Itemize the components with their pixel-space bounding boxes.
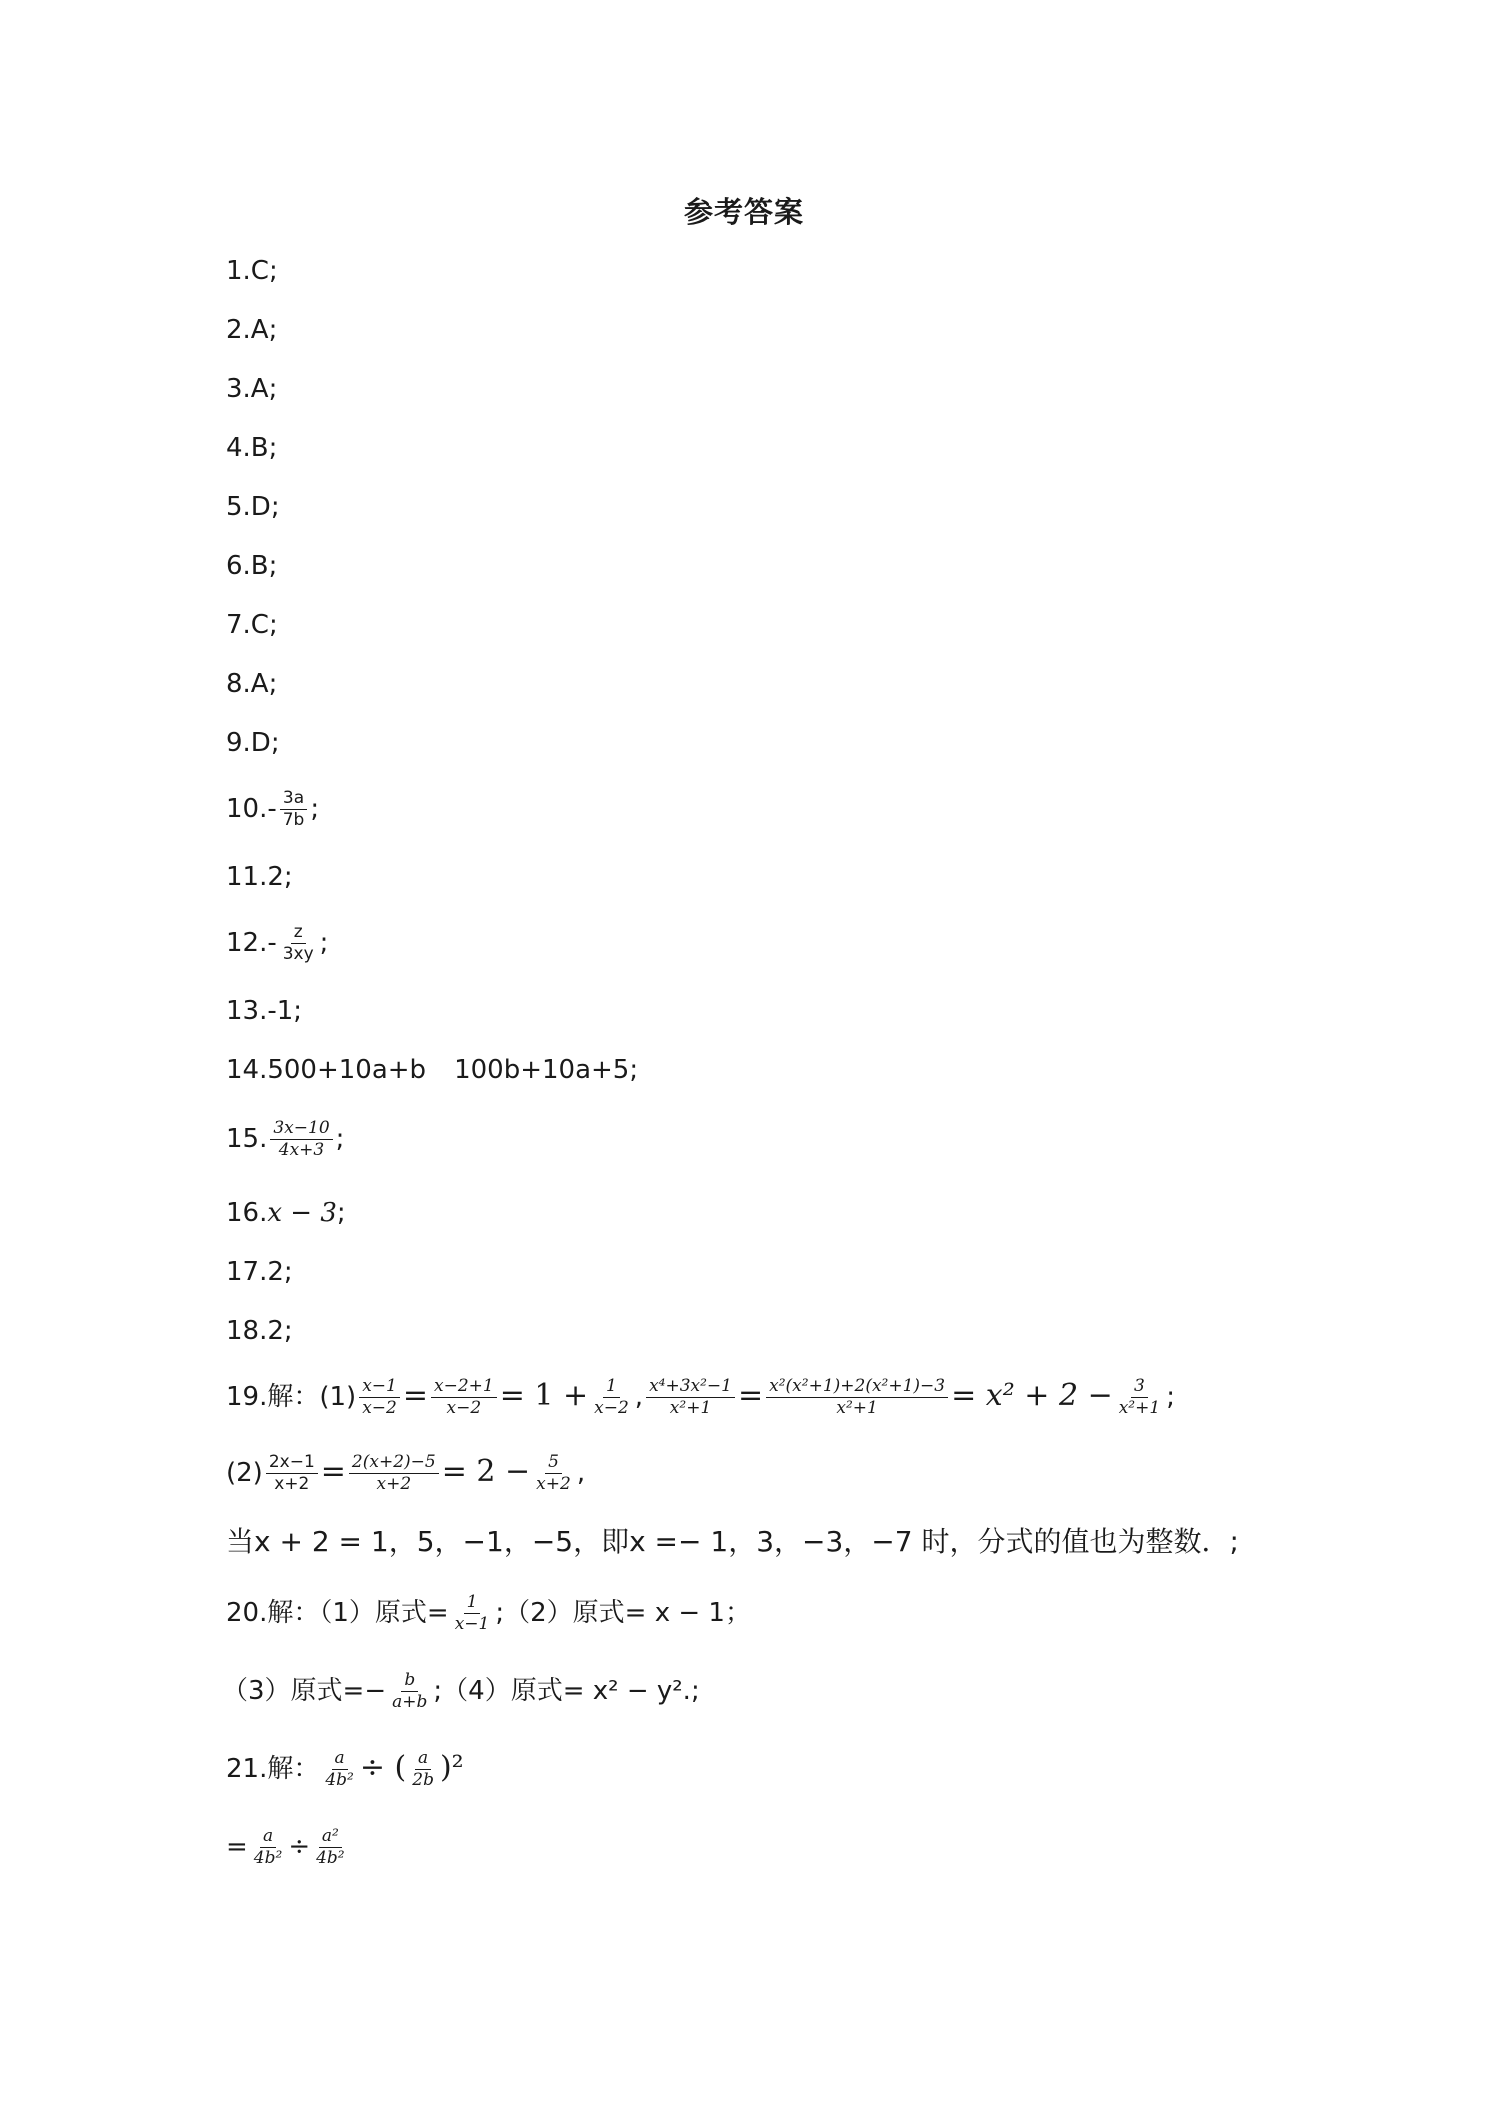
fraction-numerator: x⁴+3x²−1 xyxy=(646,1376,735,1398)
answer-20-label: 20.解：（1）原式= xyxy=(226,1598,449,1628)
fraction xyxy=(591,1376,632,1419)
answer-16-label: 16. xyxy=(226,1198,268,1228)
fraction-denominator: a+b xyxy=(392,1692,428,1712)
fraction-numerator: 3 xyxy=(1131,1376,1148,1398)
expression: ;（4）原式= x² − y².; xyxy=(433,1676,700,1706)
fraction-numerator: a² xyxy=(319,1826,342,1848)
answer-19-label: 19.解：(1) xyxy=(226,1382,357,1412)
fraction xyxy=(452,1592,493,1635)
answer-19-part-2 xyxy=(226,1452,585,1495)
fraction-numerator: 5 xyxy=(545,1452,562,1474)
answer-15-suffix: ; xyxy=(335,1124,345,1154)
answer-15 xyxy=(226,1118,344,1161)
fraction-denominator: 4b² xyxy=(253,1848,283,1868)
fraction-denominator: x²+1 xyxy=(1118,1398,1161,1418)
fraction-numerator: x−2+1 xyxy=(431,1376,497,1398)
answer-11: 11.2; xyxy=(226,862,293,892)
fraction xyxy=(251,1826,286,1869)
fraction-denominator: x−2 xyxy=(594,1398,629,1418)
answer-10 xyxy=(226,788,319,831)
answer-1: 1.C; xyxy=(226,256,278,286)
fraction-numerator: a xyxy=(260,1826,276,1848)
answer-10-label: 10.- xyxy=(226,794,277,824)
part-label: (2) xyxy=(226,1458,263,1488)
answer-4: 4.B; xyxy=(226,433,278,463)
expression: = 1 + xyxy=(499,1378,589,1413)
fraction xyxy=(1116,1376,1163,1419)
fraction-numerator: a xyxy=(415,1748,431,1770)
fraction-denominator: 4b² xyxy=(325,1770,354,1790)
expression: = x² + 2 − xyxy=(951,1378,1113,1413)
answer-7: 7.C; xyxy=(226,610,278,640)
answer-21-part-1 xyxy=(226,1748,464,1791)
part-label: （3）原式=− xyxy=(222,1676,387,1706)
answer-14-part-2: 100b+10a+5; xyxy=(454,1055,639,1085)
fraction-numerator: 2x−1 xyxy=(266,1452,318,1474)
fraction-numerator: 1 xyxy=(603,1376,620,1398)
answer-10-suffix: ; xyxy=(310,794,320,824)
answer-13: 13.-1; xyxy=(226,996,303,1026)
fraction-denominator: x+2 xyxy=(376,1474,412,1494)
answer-20-part-2 xyxy=(222,1670,700,1713)
equals-sign: = xyxy=(402,1378,428,1413)
answer-16 xyxy=(226,1193,346,1233)
fraction-denominator: x−2 xyxy=(446,1398,482,1418)
closing-parenthesis: )² xyxy=(439,1750,464,1785)
expression: = 2 − xyxy=(441,1454,531,1489)
fraction-denominator: x+2 xyxy=(536,1474,571,1494)
answer-15-fraction xyxy=(270,1118,332,1161)
answer-19-conclusion: 当x + 2 = 1，5，−1，−5，即x =− 1，3，−3，−7 时，分式的值也为整数．; xyxy=(226,1525,1239,1558)
fraction xyxy=(313,1826,348,1869)
answer-9: 9.D; xyxy=(226,728,280,758)
equals-sign: = xyxy=(320,1454,346,1489)
answer-2: 2.A; xyxy=(226,315,278,345)
answer-19-part-1 xyxy=(226,1376,1175,1419)
answer-14-part-1: 14.500+10a+b xyxy=(226,1055,427,1085)
line-end: , xyxy=(576,1458,586,1488)
fraction-denominator: 7b xyxy=(282,810,305,830)
fraction xyxy=(389,1670,430,1713)
answer-8: 8.A; xyxy=(226,669,278,699)
equals-sign: = xyxy=(738,1378,764,1413)
fraction xyxy=(349,1452,439,1495)
fraction xyxy=(766,1376,948,1419)
fraction-numerator: x−1 xyxy=(359,1376,400,1398)
fraction-denominator: 3xy xyxy=(282,944,314,964)
fraction-denominator: x²+1 xyxy=(836,1398,878,1418)
fraction-numerator: 2(x+2)−5 xyxy=(349,1452,439,1474)
answer-12-label: 12.- xyxy=(226,928,277,958)
fraction-denominator: 4x+3 xyxy=(278,1140,325,1160)
fraction xyxy=(359,1376,400,1419)
answer-14 xyxy=(226,1050,638,1090)
answer-10-fraction xyxy=(280,788,308,831)
fraction xyxy=(322,1748,357,1791)
fraction xyxy=(431,1376,497,1419)
fraction-denominator: 4b² xyxy=(316,1848,345,1868)
fraction-numerator: 3a xyxy=(280,788,307,810)
answer-18: 18.2; xyxy=(226,1316,293,1346)
page-title: 参考答案 xyxy=(683,195,804,229)
expression: ;（2）原式= x − 1； xyxy=(495,1598,751,1628)
answer-12 xyxy=(226,922,328,965)
fraction-numerator: 3x−10 xyxy=(270,1118,332,1140)
answer-15-label: 15. xyxy=(226,1124,268,1154)
fraction-denominator: 2b xyxy=(412,1770,434,1790)
fraction-denominator: x−1 xyxy=(454,1614,490,1634)
fraction-denominator: x−2 xyxy=(362,1398,397,1418)
answer-12-suffix: ; xyxy=(319,928,329,958)
answer-16-suffix: ; xyxy=(336,1198,346,1228)
answer-20-part-1 xyxy=(226,1592,751,1635)
line-end: ; xyxy=(1166,1382,1175,1412)
fraction-numerator: x²(x²+1)+2(x²+1)−3 xyxy=(766,1376,948,1398)
equals-sign: = xyxy=(226,1832,248,1862)
fraction-denominator: x+2 xyxy=(274,1474,310,1494)
separator: , xyxy=(634,1382,644,1412)
fraction xyxy=(409,1748,437,1791)
division-sign: ÷ ( xyxy=(359,1750,407,1785)
fraction xyxy=(266,1452,318,1495)
fraction xyxy=(646,1376,735,1419)
fraction-denominator: x²+1 xyxy=(669,1398,712,1418)
fraction xyxy=(533,1452,574,1495)
answer-16-expression: x − 3 xyxy=(267,1198,337,1228)
answer-21-label: 21.解： xyxy=(226,1754,320,1784)
fraction-numerator: 1 xyxy=(464,1592,481,1614)
answer-17: 17.2; xyxy=(226,1257,293,1287)
answer-6: 6.B; xyxy=(226,551,278,581)
answer-12-fraction xyxy=(280,922,317,965)
fraction-numerator: a xyxy=(332,1748,348,1770)
answer-21-part-2 xyxy=(226,1826,351,1869)
answer-5: 5.D; xyxy=(226,492,280,522)
fraction-numerator: b xyxy=(401,1670,418,1692)
answer-3: 3.A; xyxy=(226,374,278,404)
fraction-numerator: z xyxy=(291,922,306,944)
division-sign: ÷ xyxy=(288,1832,311,1862)
